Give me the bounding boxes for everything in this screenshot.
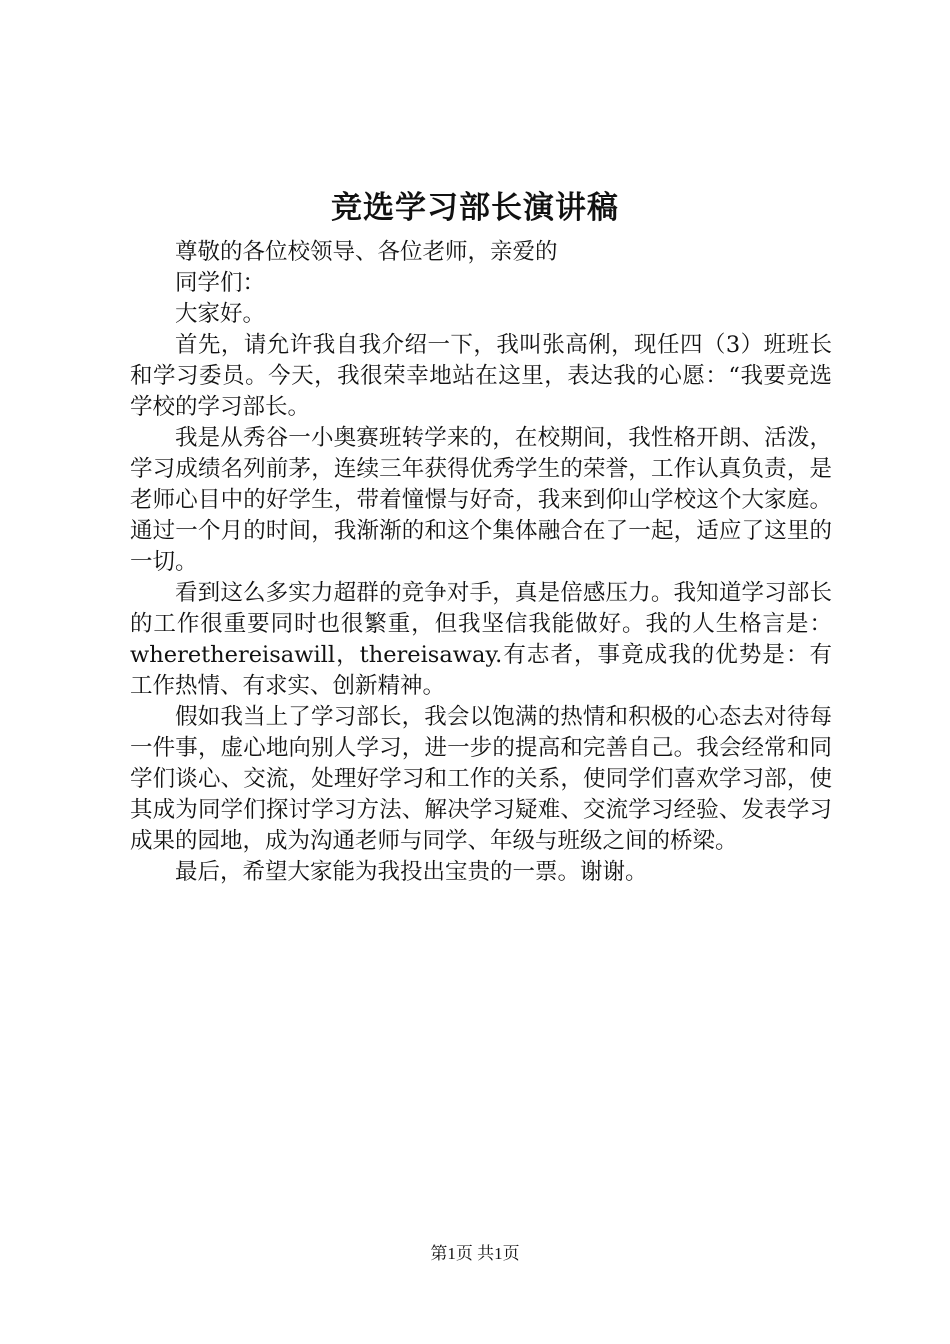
paragraph-greeting: 尊敬的各位校领导、各位老师，亲爱的 xyxy=(175,239,558,265)
page-number-footer: 第1页 共1页 xyxy=(430,1244,520,1263)
paragraph-introduction: 首先，请允许我自我介绍一下，我叫张高俐，现任四（3）班班长和学习委员。今天，我很荣幸地站在这里，表达我的心愿：“我要竞选学校的学习部长。 xyxy=(130,332,832,420)
document-title: 竞选学习部长演讲稿 xyxy=(331,190,619,226)
document-body xyxy=(130,237,832,888)
paragraph-greeting-continued: 同学们： xyxy=(175,270,266,296)
paragraph-hello: 大家好。 xyxy=(175,301,266,327)
paragraph-background: 我是从秀谷一小奥赛班转学来的，在校期间，我性格开朗、活泼，学习成绩名列前茅，连续三年获得优秀学生的荣誉，工作认真负责，是老师心目中的好学生，带着憧憬与好奇，我来到仰山学校这个大家庭。通过一个月的时间，我渐渐的和这个集体融合在了一起，适应了这里的一切。 xyxy=(130,425,832,575)
paragraph-motto: 看到这么多实力超群的竞争对手，真是倍感压力。我知道学习部长的工作很重要同时也很繁重，但我坚信我能做好。我的人生格言是：wherethereisawill，thereisaway.有志者，事竟成我的优势是：有工作热情、有求实、创新精神。 xyxy=(130,580,832,699)
paragraph-plan: 假如我当上了学习部长，我会以饱满的热情和积极的心态去对待每一件事，虚心地向别人学习，进一步的提高和完善自己。我会经常和同学们谈心、交流，处理好学习和工作的关系，使同学们喜欢学习部，使其成为同学们探讨学习方法、解决学习疑难、交流学习经验、发表学习成果的园地，成为沟通老师与同学、年级与班级之间的桥梁。 xyxy=(130,704,832,854)
paragraph-closing: 最后，希望大家能为我投出宝贵的一票。谢谢。 xyxy=(175,859,648,885)
